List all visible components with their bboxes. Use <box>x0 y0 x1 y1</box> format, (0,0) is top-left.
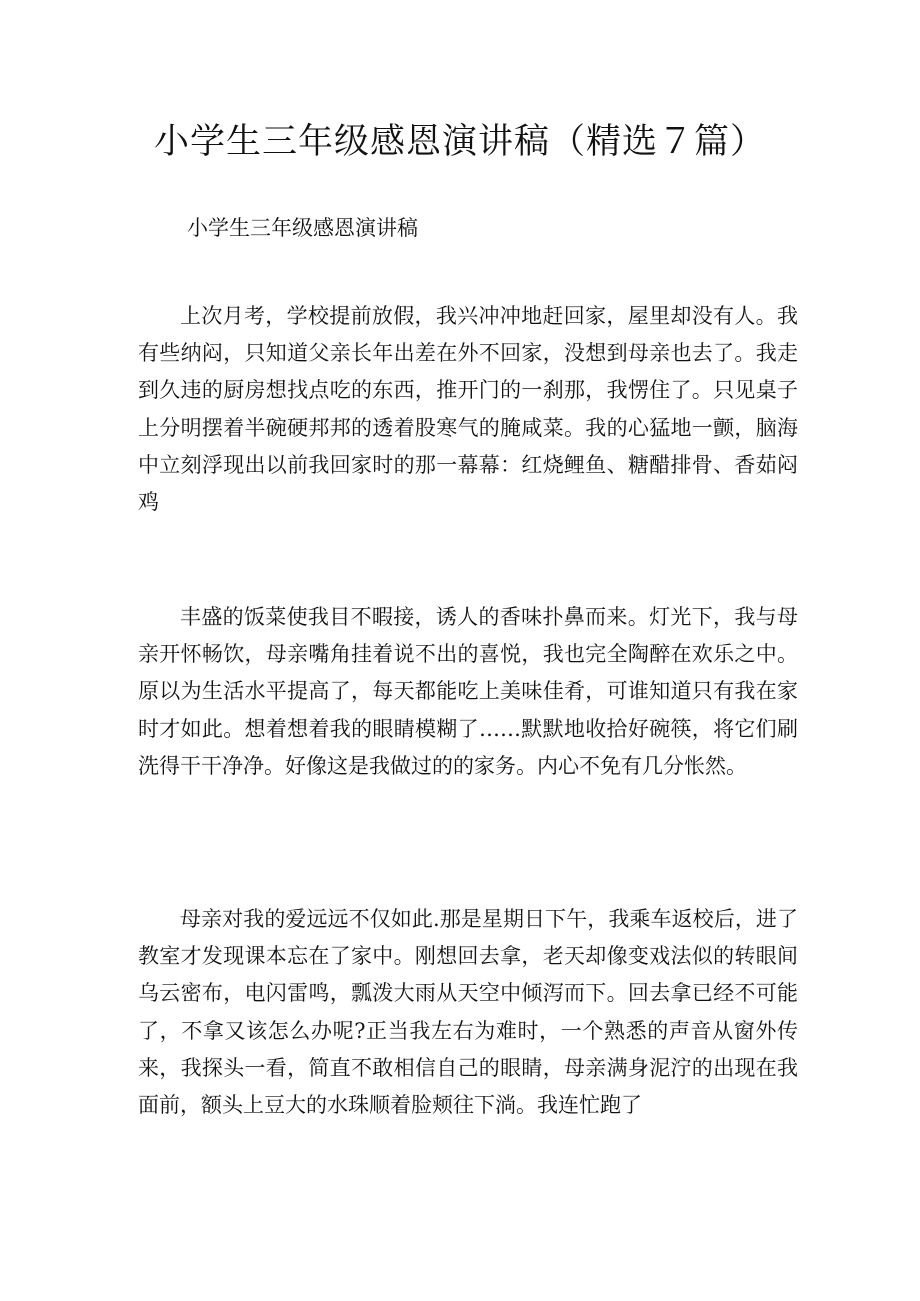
document-title: 小学生三年级感恩演讲稿（精选７篇） <box>153 122 766 162</box>
paragraph-1: 上次月考，学校提前放假，我兴冲冲地赶回家，屋里却没有人。我有些纳闷，只知道父亲长年出差在外不回家，没想到母亲也去了。我走到久违的厨房想找点吃的东西，推开门的一刹那，我愣住了。只见桌子上分明摆着半碗硬邦邦的透着股寒气的腌咸菜。我的心猛地一颤，脑海中立刻浮现出以前我回家时的那一幕幕：红烧鲤鱼、糖醋排骨、香茹闷鸡 <box>138 304 798 515</box>
paragraph-3: 母亲对我的爱远远不仅如此.那是星期日下午，我乘车返校后，进了教室才发现课本忘在了家中。刚想回去拿，老天却像变戏法似的转眼间乌云密布，电闪雷鸣，瓢泼大雨从天空中倾泻而下。回去拿已经不可能了，不拿又该怎么办呢?正当我左右为难时，一个熟悉的声音从窗外传来，我探头一看，简直不敢相信自己的眼睛，母亲满身泥泞的出现在我面前，额头上豆大的水珠顺着脸颊往下淌。我连忙跑了 <box>138 907 798 1118</box>
document-subtitle: 小学生三年级感恩演讲稿 <box>187 216 418 240</box>
paragraph-2: 丰盛的饭菜使我目不暇接，诱人的香味扑鼻而来。灯光下，我与母亲开怀畅饮，母亲嘴角挂着说不出的喜悦，我也完全陶醉在欢乐之中。原以为生活水平提高了，每天都能吃上美味佳肴，可谁知道只有我在家时才如此。想着想着我的眼睛模糊了……默默地收拾好碗筷，将它们刷洗得干干净净。好像这是我做过的的家务。内心不免有几分怅然。 <box>138 605 798 778</box>
